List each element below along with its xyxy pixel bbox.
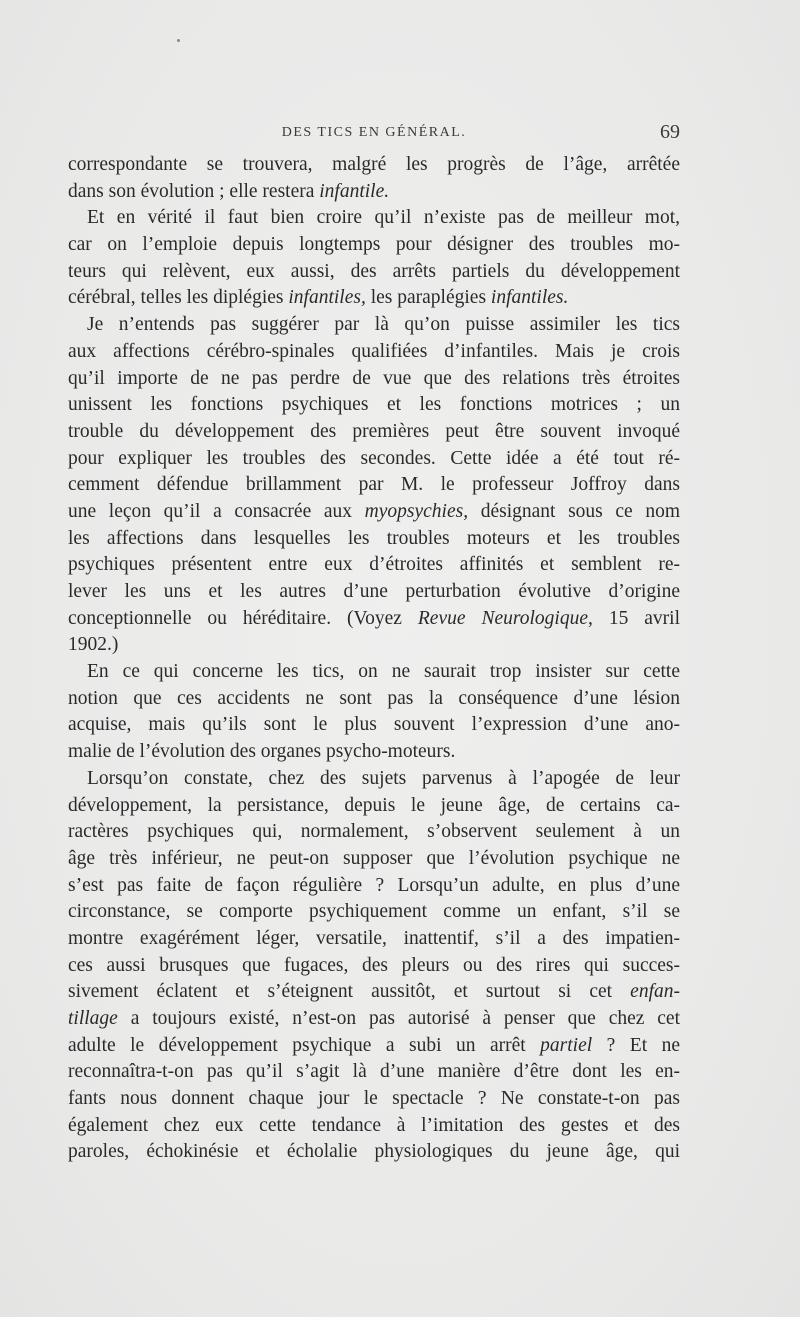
italic-text: infantiles.	[490, 287, 569, 309]
text-line	[68, 1139, 680, 1166]
text-line	[68, 152, 680, 179]
italic-text: Revue Neurologique,	[417, 607, 593, 629]
text-line	[68, 419, 680, 446]
text-segment: adulte le développement psychique a subi un arrêt	[68, 1034, 541, 1056]
text-line	[68, 205, 680, 232]
text-line	[68, 606, 680, 633]
text-segment: âge très inférieur, ne peut-on supposer que l’évolution psychique ne	[68, 847, 680, 869]
text-segment: dans son évolution ; elle restera	[68, 180, 320, 202]
text-segment: Lorsqu’on constate, chez des sujets parvenus à l’apogée de leur	[87, 767, 680, 789]
text-segment: les paraplégies	[365, 287, 491, 309]
italic-text: enfan-	[630, 981, 680, 1003]
text-line	[68, 979, 680, 1006]
text-segment: qu’il importe de ne pas perdre de vue que des relations très étroites	[68, 367, 680, 389]
text-segment: ractères psychiques qui, normalement, s’observent seulement à un	[68, 821, 680, 843]
text-line	[68, 873, 680, 900]
text-segment: malie de l’évolution des organes psycho-moteurs.	[68, 741, 456, 763]
text-segment: a toujours existé, n’est-on pas autorisé à penser que chez cet	[117, 1008, 680, 1029]
text-segment: circonstance, se comporte psychiquement comme un enfant, s’il se	[68, 901, 680, 923]
running-head	[68, 121, 680, 147]
text-segment: acquise, mais qu’ils sont le plus souvent l’expression d’une ano-	[68, 714, 680, 736]
text-segment: lever les uns et les autres d’une perturbation évolutive d’origine	[68, 581, 680, 602]
text-segment: teurs qui relèvent, eux aussi, des arrêts partiels du développement	[68, 260, 680, 282]
text-line	[68, 899, 680, 926]
text-line	[68, 366, 680, 393]
text-line	[68, 1086, 680, 1113]
text-segment: car on l’emploie depuis longtemps pour désigner des troubles mo-	[68, 234, 680, 256]
text-line	[68, 712, 680, 739]
text-line	[68, 285, 680, 312]
text-line	[68, 312, 680, 339]
text-segment: conceptionnelle ou héréditaire. (Voyez	[68, 607, 418, 629]
text-line	[68, 793, 680, 820]
body-text	[68, 152, 680, 1166]
text-segment: ? Et ne	[592, 1034, 680, 1056]
text-line	[68, 392, 680, 419]
italic-text: myopsychies,	[364, 500, 469, 522]
text-segment: montre exagérément léger, versatile, inattentif, s’il a des impatien-	[68, 927, 680, 949]
italic-text: infantiles,	[288, 287, 366, 309]
text-segment: Et en vérité il faut bien croire qu’il n’existe pas de meilleur mot,	[87, 207, 680, 229]
running-title: DES TICS EN GÉNÉRAL.	[281, 125, 467, 140]
italic-text: partiel	[540, 1034, 593, 1056]
text-line	[68, 259, 680, 286]
text-segment: En ce qui concerne les tics, on ne saurait trop insister sur cette	[87, 661, 680, 683]
text-segment: reconnaîtra-t-on pas qu’il s’agit là d’une manière d’être dont les en-	[68, 1061, 680, 1083]
text-line	[68, 632, 680, 659]
text-line	[68, 1059, 680, 1086]
italic-text: infantile.	[319, 180, 390, 202]
italic-text: tillage	[68, 1008, 118, 1029]
text-segment: fants nous donnent chaque jour le spectacle ? Ne constate-t-on pas	[68, 1088, 680, 1110]
text-segment: Je n’entends pas suggérer par là qu’on puisse assimiler les tics	[87, 314, 680, 336]
text-line	[68, 579, 680, 606]
page-number: 69	[660, 121, 680, 143]
text-line	[68, 472, 680, 499]
text-segment: une leçon qu’il a consacrée aux	[68, 500, 365, 522]
text-segment: ces aussi brusques que fugaces, des pleurs ou des rires qui succes-	[68, 954, 680, 976]
text-segment: trouble du développement des premières peut être souvent invoqué	[68, 420, 680, 442]
text-line	[68, 526, 680, 553]
text-segment: désignant sous ce nom	[468, 500, 680, 522]
text-segment: cérébral, telles les diplégies	[68, 287, 289, 309]
text-line	[68, 339, 680, 366]
text-line	[68, 232, 680, 259]
text-segment: unissent les fonctions psychiques et les fonctions motrices ; un	[68, 394, 680, 416]
text-line	[68, 659, 680, 686]
text-segment: s’est pas faite de façon régulière ? Lorsqu’un adulte, en plus d’une	[68, 874, 680, 896]
text-line	[68, 953, 680, 980]
text-line	[68, 739, 680, 766]
text-segment: pour expliquer les troubles des secondes. Cette idée a été tout ré-	[68, 447, 680, 469]
text-line	[68, 686, 680, 713]
text-segment: 15 avril	[592, 607, 680, 629]
text-line	[68, 1006, 680, 1033]
text-segment: cemment défendue brillamment par M. le professeur Joffroy dans	[68, 474, 680, 496]
text-segment: aux affections cérébro-spinales qualifiées d’infantiles. Mais je crois	[68, 340, 680, 362]
text-line	[68, 819, 680, 846]
text-segment: paroles, échokinésie et écholalie physiologiques du jeune âge, qui	[68, 1141, 680, 1163]
text-segment: sivement éclatent et s’éteignent aussitôt, et surtout si cet	[68, 981, 631, 1003]
text-line	[68, 1113, 680, 1140]
text-segment: également chez eux cette tendance à l’imitation des gestes et des	[68, 1114, 680, 1136]
text-line	[68, 846, 680, 873]
text-segment: correspondante se trouvera, malgré les progrès de l’âge, arrêtée	[68, 154, 680, 175]
text-line	[68, 1033, 680, 1060]
text-segment: les affections dans lesquelles les troubles moteurs et les troubles	[68, 527, 680, 549]
text-line	[68, 552, 680, 579]
text-segment: 1902.)	[68, 634, 119, 656]
text-line	[68, 179, 680, 206]
text-line	[68, 926, 680, 953]
paper-speck	[177, 39, 180, 42]
text-line	[68, 446, 680, 473]
text-line	[68, 766, 680, 793]
text-segment: notion que ces accidents ne sont pas la conséquence d’une lésion	[68, 687, 680, 709]
text-segment: psychiques présentent entre eux d’étroites affinités et semblent re-	[68, 554, 680, 576]
text-segment: développement, la persistance, depuis le jeune âge, de certains ca-	[68, 794, 680, 816]
text-line	[68, 499, 680, 526]
